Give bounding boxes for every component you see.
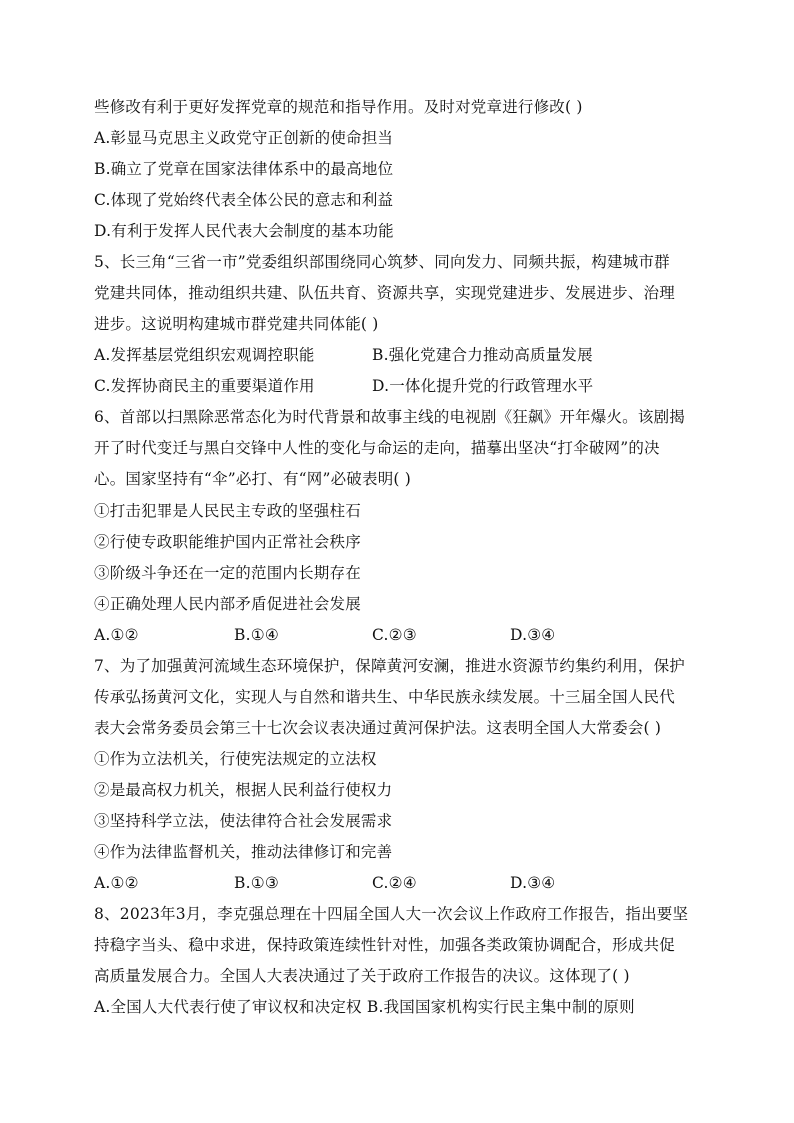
q7-item-2: ②是最高权力机关，根据人民利益行使权力 [94, 781, 393, 799]
q7-option-b: B.①③ [234, 874, 279, 892]
q4-option-d: D.有利于发挥人民代表大会制度的基本功能 [94, 222, 394, 240]
q5-stem-line-1: 5、长三角“三省一市”党委组织部围绕同心筑梦、同向发力、同频共振，构建城市群 [94, 253, 670, 271]
q7-stem-line-2: 传承弘扬黄河文化，实现人与自然和谐共生、中华民族永续发展。十三届全国人民代 [94, 688, 675, 706]
q6-option-a: A.①② [94, 626, 139, 644]
q6-stem-line-1: 6、首部以扫黑除恶常态化为时代背景和故事主线的电视剧《狂飙》开年爆火。该剧揭 [94, 408, 685, 426]
q6-stem-line-2: 开了时代变迁与黑白交锋中人性的变化与命运的走向，描摹出坚决“打伞破网”的决 [94, 439, 660, 457]
q5-option-a: A.发挥基层党组织宏观调控职能 [94, 346, 315, 364]
q8-stem-line-1: 8、2023年3月，李克强总理在十四届全国人大一次会议上作政府工作报告，指出要坚 [94, 905, 689, 923]
q5-stem-line-2: 党建共同体，推动组织共建、队伍共育、资源共享，实现党建进步、发展进步、治理 [94, 284, 675, 302]
q6-stem-line-3: 心。国家坚持有“伞”必打、有“网”必破表明( ) [94, 470, 412, 488]
q6-item-4: ④正确处理人民内部矛盾促进社会发展 [94, 595, 361, 613]
q6-item-1: ①打击犯罪是人民民主专政的坚强柱石 [94, 502, 361, 520]
q7-option-a: A.①② [94, 874, 139, 892]
q8-options-line: A.全国人大代表行使了审议权和决定权 B.我国国家机构实行民主集中制的原则 [94, 998, 635, 1016]
q8-stem-line-2: 持稳字当头、稳中求进，保持政策连续性针对性，加强各类政策协调配合，形成共促 [94, 936, 675, 954]
q6-option-c: C.②③ [372, 626, 417, 644]
q4-option-b: B.确立了党章在国家法律体系中的最高地位 [94, 160, 394, 178]
q6-item-3: ③阶级斗争还在一定的范围内长期存在 [94, 564, 361, 582]
q6-option-d: D.③④ [510, 626, 556, 644]
q4-option-c: C.体现了党始终代表全体公民的意志和利益 [94, 191, 394, 209]
q7-item-4: ④作为法律监督机关，推动法律修订和完善 [94, 843, 393, 861]
q6-option-b: B.①④ [234, 626, 279, 644]
q7-item-3: ③坚持科学立法，使法律符合社会发展需求 [94, 812, 393, 830]
q7-option-c: C.②④ [372, 874, 417, 892]
q5-option-b: B.强化党建合力推动高质量发展 [372, 346, 593, 364]
q4-option-a: A.彰显马克思主义政党守正创新的使命担当 [94, 129, 394, 147]
q7-stem-line-1: 7、为了加强黄河流域生态环境保护，保障黄河安澜，推进水资源节约集约利用，保护 [94, 657, 685, 675]
q5-option-d: D.一体化提升党的行政管理水平 [372, 377, 594, 395]
q5-stem-line-3: 进步。这说明构建城市群党建共同体能( ) [94, 315, 379, 333]
q6-item-2: ②行使专政职能维护国内正常社会秩序 [94, 533, 361, 551]
q7-stem-line-3: 表大会常务委员会第三十七次会议表决通过黄河保护法。这表明全国人大常委会( ) [94, 719, 662, 737]
q7-option-d: D.③④ [510, 874, 556, 892]
q7-item-1: ①作为立法机关，行使宪法规定的立法权 [94, 750, 377, 768]
q4-stem-tail: 些修改有利于更好发挥党章的规范和指导作用。及时对党章进行修改( ) [94, 98, 583, 116]
q5-option-c: C.发挥协商民主的重要渠道作用 [94, 377, 315, 395]
q8-stem-line-3: 高质量发展合力。全国人大表决通过了关于政府工作报告的决议。这体现了( ) [94, 967, 630, 985]
